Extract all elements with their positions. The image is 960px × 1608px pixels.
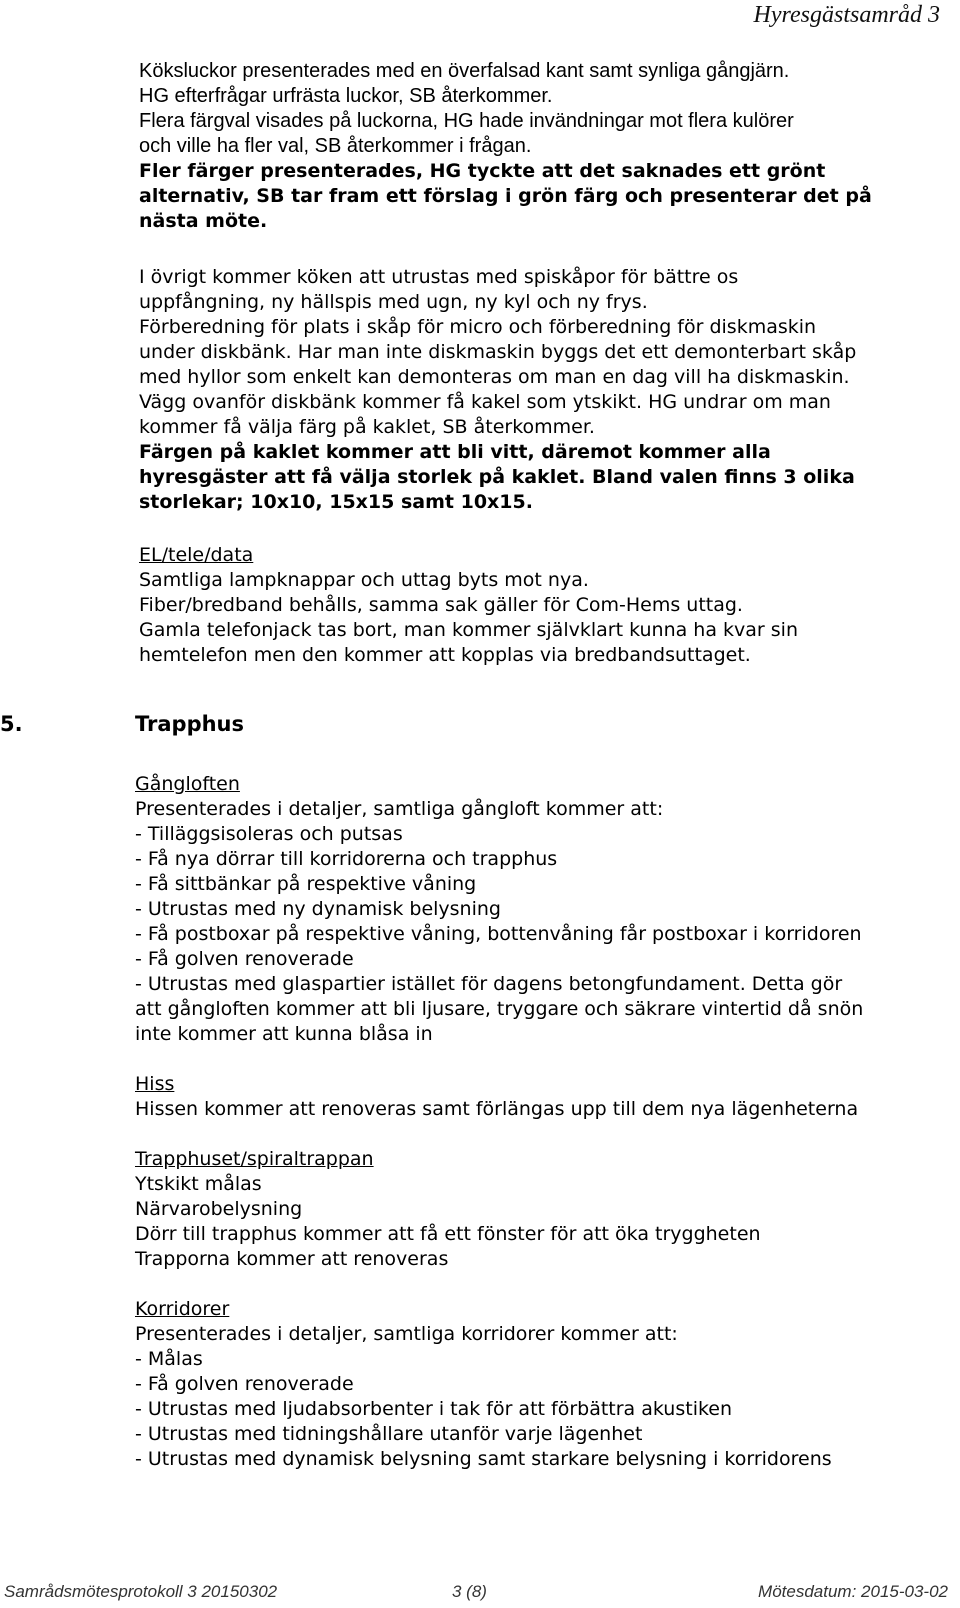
section-title: Trapphus bbox=[135, 712, 245, 736]
list-item: - Utrustas med glaspartier istället för dagens betongfundament. Detta gör bbox=[135, 973, 843, 995]
gangloften-section bbox=[135, 772, 863, 1047]
section-subtitle: Hiss bbox=[135, 1073, 175, 1095]
text-line: inte kommer att kunna blåsa in bbox=[135, 1023, 433, 1045]
bold-text-line: nästa möte. bbox=[139, 210, 268, 232]
bold-text-line: Fler färger presenterades, HG tyckte att det saknades ett grönt bbox=[139, 160, 826, 182]
kitchen-paragraph bbox=[139, 59, 872, 234]
section-subtitle: Korridorer bbox=[135, 1298, 230, 1320]
text-line: Fiber/bredband behålls, samma sak gäller för Com-Hems uttag. bbox=[139, 594, 743, 616]
list-item: - Få sittbänkar på respektive våning bbox=[135, 873, 477, 895]
text-line: Närvarobelysning bbox=[135, 1198, 303, 1220]
bold-text-line: alternativ, SB tar fram ett förslag i grön färg och presenterar det på bbox=[139, 185, 872, 207]
text-line: hemtelefon men den kommer att kopplas via bredbandsuttaget. bbox=[139, 644, 751, 666]
footer-meeting-date: Mötesdatum: 2015-03-02 bbox=[758, 1582, 948, 1601]
text-line: och ville ha fler val, SB återkommer i frågan. bbox=[139, 135, 532, 157]
hiss-section bbox=[135, 1072, 858, 1122]
section-subtitle: Gångloften bbox=[135, 773, 240, 795]
trapphuset-section bbox=[135, 1147, 761, 1272]
text-line: Vägg ovanför diskbänk kommer få kakel som ytskikt. HG undrar om man bbox=[139, 391, 831, 413]
text-line: Trapporna kommer att renoveras bbox=[135, 1248, 449, 1270]
list-item: - Få golven renoverade bbox=[135, 1373, 354, 1395]
section-subtitle: EL/tele/data bbox=[139, 544, 254, 566]
list-item: - Få postboxar på respektive våning, bottenvåning får postboxar i korridoren bbox=[135, 923, 862, 945]
list-item: - Utrustas med tidningshållare utanför varje lägenhet bbox=[135, 1423, 643, 1445]
bold-text-line: hyresgäster att få välja storlek på kaklet. Bland valen finns 3 olika bbox=[139, 466, 855, 488]
list-item: - Utrustas med dynamisk belysning samt starkare belysning i korridorens bbox=[135, 1448, 832, 1470]
footer-document-name: Samrådsmötesprotokoll 3 20150302 bbox=[4, 1582, 278, 1601]
korridorer-section bbox=[135, 1297, 832, 1472]
text-line: under diskbänk. Har man inte diskmaskin byggs det ett demonterbart skåp bbox=[139, 341, 857, 363]
list-item: - Få golven renoverade bbox=[135, 948, 354, 970]
text-line: Presenterades i detaljer, samtliga gångloft kommer att: bbox=[135, 798, 664, 820]
list-item: - Få nya dörrar till korridorerna och trapphus bbox=[135, 848, 558, 870]
text-line: Flera färgval visades på luckorna, HG hade invändningar mot flera kulörer bbox=[139, 110, 794, 132]
text-line: Gamla telefonjack tas bort, man kommer självklart kunna ha kvar sin bbox=[139, 619, 798, 641]
header-title: Hyresgästsamråd 3 bbox=[753, 2, 940, 28]
text-line: Dörr till trapphus kommer att få ett fönster för att öka tryggheten bbox=[135, 1223, 761, 1245]
kitchen-equipment-paragraph bbox=[139, 265, 856, 515]
text-line: Presenterades i detaljer, samtliga korridorer kommer att: bbox=[135, 1323, 678, 1345]
section-subtitle: Trapphuset/spiraltrappan bbox=[135, 1148, 374, 1170]
text-line: Förberedning för plats i skåp för micro och förberedning för diskmaskin bbox=[139, 316, 817, 338]
text-line: att gångloften kommer att bli ljusare, tryggare och säkrare vintertid då snön bbox=[135, 998, 864, 1020]
text-line: kommer få välja färg på kaklet, SB återkommer. bbox=[139, 416, 595, 438]
list-item: - Utrustas med ny dynamisk belysning bbox=[135, 898, 501, 920]
text-line: uppfångning, ny hällspis med ugn, ny kyl och ny frys. bbox=[139, 291, 648, 313]
bold-text-line: Färgen på kaklet kommer att bli vitt, däremot kommer alla bbox=[139, 441, 771, 463]
text-line: med hyllor som enkelt kan demonteras om man en dag vill ha diskmaskin. bbox=[139, 366, 850, 388]
text-line: I övrigt kommer köken att utrustas med spiskåpor för bättre os bbox=[139, 266, 739, 288]
list-item: - Utrustas med ljudabsorbenter i tak för att förbättra akustiken bbox=[135, 1398, 733, 1420]
list-item: - Målas bbox=[135, 1348, 203, 1370]
text-line: HG efterfrågar urfrästa luckor, SB återkommer. bbox=[139, 85, 553, 107]
section-heading bbox=[0, 712, 244, 736]
el-tele-data-section bbox=[139, 543, 798, 668]
text-line: Hissen kommer att renoveras samt förlängas upp till dem nya lägenheterna bbox=[135, 1098, 859, 1120]
bold-text-line: storlekar; 10x10, 15x15 samt 10x15. bbox=[139, 491, 533, 513]
list-item: - Tilläggsisoleras och putsas bbox=[135, 823, 403, 845]
text-line: Ytskikt målas bbox=[135, 1173, 262, 1195]
text-line: Samtliga lampknappar och uttag byts mot nya. bbox=[139, 569, 589, 591]
section-number: 5. bbox=[0, 712, 23, 736]
footer-page-number: 3 (8) bbox=[452, 1582, 487, 1601]
text-line: Köksluckor presenterades med en överfalsad kant samt synliga gångjärn. bbox=[139, 60, 790, 82]
